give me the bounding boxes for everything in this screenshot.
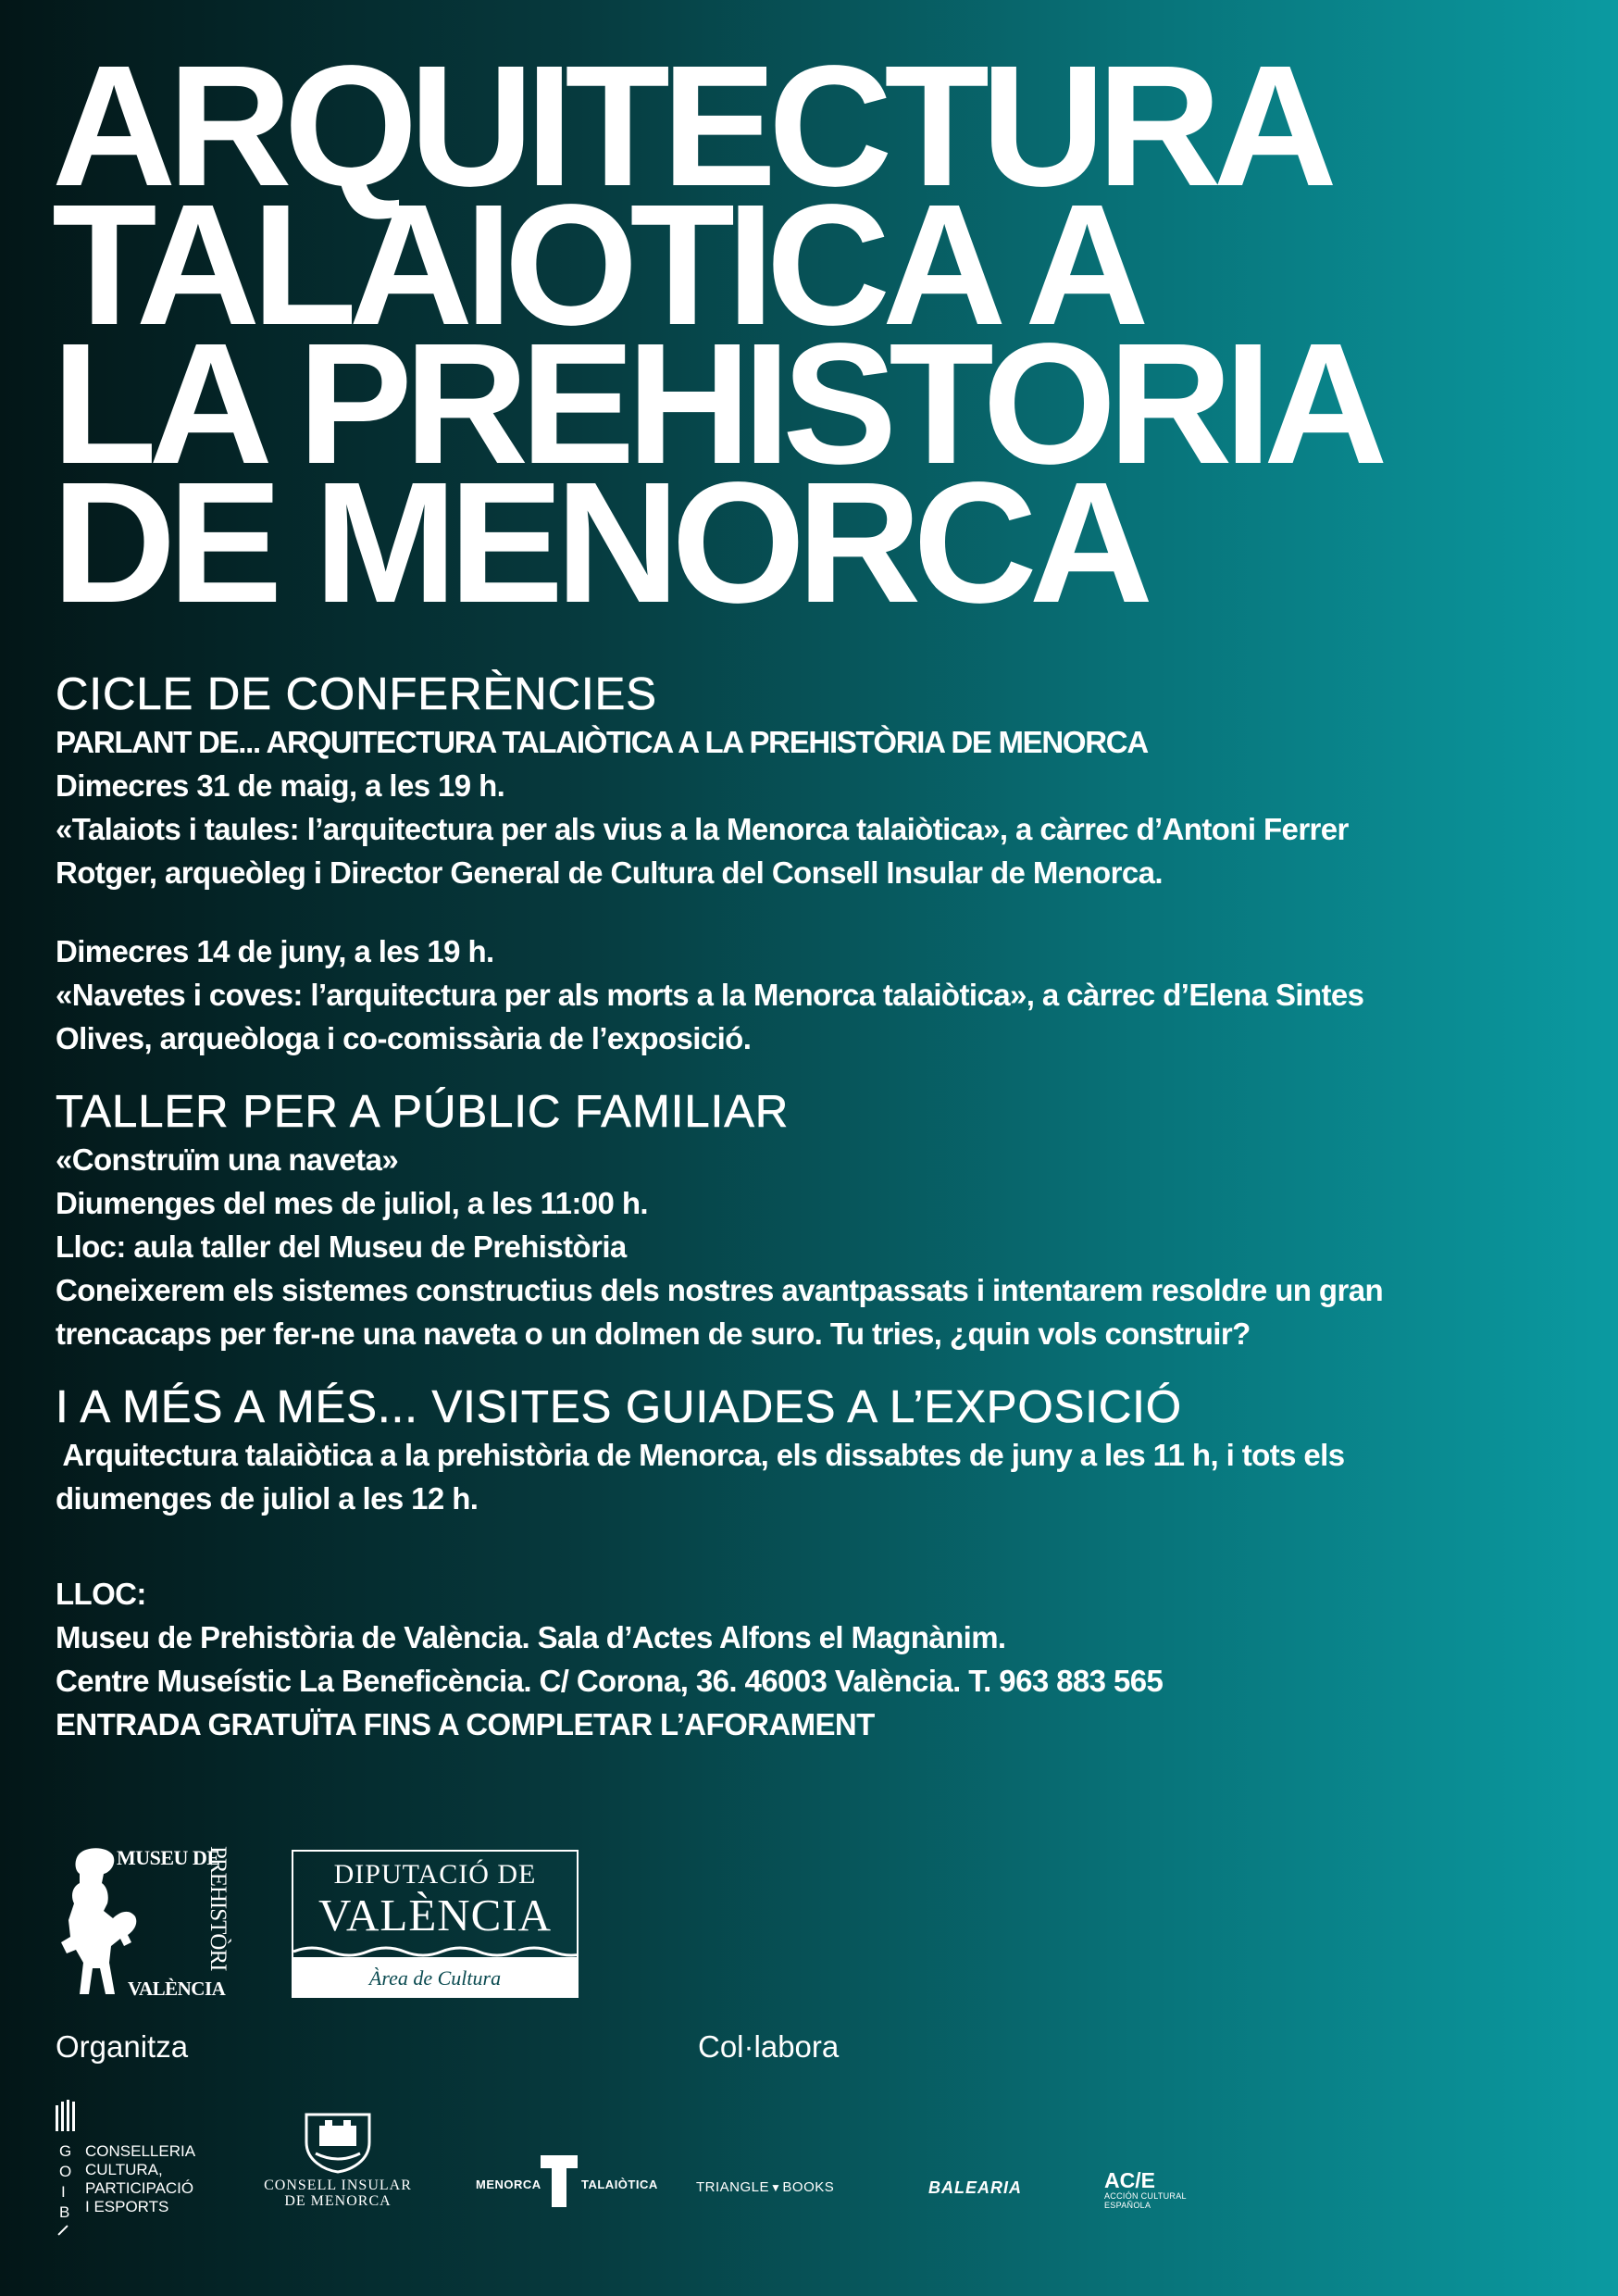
lloc-line-1: Museu de Prehistòria de València. Sala d’Actes Alfons el Magnànim.	[56, 1620, 1006, 1654]
taller-desc-2: trencacaps per fer-ne una naveta o un dolmen de suro. Tu tries, ¿quin vols construir?	[56, 1316, 1251, 1351]
taller-desc-1: Coneixerem els sistemes constructius dels nostres avantpassats i intentarem resoldre un gran	[56, 1273, 1384, 1307]
talk2-desc-1: «Navetes i coves: l’arquitectura per als morts a la Menorca talaiòtica», a càrrec d’Elena Sintes	[56, 978, 1364, 1012]
visites-desc-1: Arquitectura talaiòtica a la prehistòria de Menorca, els dissabtes de juny a les 11 h, i tots els	[56, 1438, 1345, 1472]
talk1-desc-1: «Talaiots i taules: l’arquitectura per als vius a la Menorca talaiòtica», a càrrec d’Antoni Ferrer	[56, 812, 1349, 846]
organitza-label: Organitza	[56, 2029, 189, 2064]
collabora-label: Col·labora	[698, 2029, 840, 2064]
goib-slash	[57, 2225, 68, 2235]
poster-title	[52, 31, 1380, 639]
taller-name: «Construïm una naveta»	[56, 1142, 399, 1177]
triangle-right: BOOKS	[782, 2179, 835, 2195]
goib-letter-b: B	[59, 2203, 70, 2221]
consell-insular-logo	[255, 2109, 421, 2211]
lloc-label: LLOC:	[56, 1577, 146, 1611]
goib-conselleria-logo	[54, 2100, 211, 2239]
goib-letter-g: G	[59, 2142, 72, 2160]
talk2-date: Dimecres 14 de juny, a les 19 h.	[56, 934, 494, 968]
talk1-date: Dimecres 31 de maig, a les 19 h.	[56, 768, 505, 803]
triangle-left: TRIANGLE	[696, 2179, 770, 2195]
title-line-3: LA PREHISTORIA	[52, 308, 1380, 500]
diputacio-line-2: VALÈNCIA	[317, 1890, 553, 1940]
goib-letter-o: O	[59, 2163, 72, 2180]
museu-prehistoria-logo	[56, 1844, 236, 2002]
goib-line-4: I ESPORTS	[85, 2198, 169, 2215]
menorca-right: TALAIÒTICA	[581, 2177, 658, 2191]
talk1-desc-2: Rotger, arqueòleg i Director General de Cultura del Consell Insular de Menorca.	[56, 855, 1163, 890]
taller-date: Diumenges del mes de juliol, a les 11:00 h.	[56, 1186, 648, 1220]
taller-heading: TALLER PER A PÚBLIC FAMILIAR	[56, 1087, 790, 1137]
talk2-desc-2: Olives, arqueòloga i co-comissària de l’exposició.	[56, 1021, 752, 1055]
goib-line-2: CULTURA,	[85, 2161, 163, 2178]
goib-bars-icon	[56, 2100, 76, 2131]
ace-logo	[1104, 2169, 1215, 2225]
program-content	[56, 668, 1574, 1746]
triangle-books-logo	[696, 2179, 853, 2200]
taller-place: Lloc: aula taller del Museu de Prehistòria	[56, 1229, 627, 1264]
ace-line-3: ESPAÑOLA	[1104, 2201, 1151, 2210]
title-line-1: ARQUITECTURA	[52, 31, 1329, 222]
visites-heading: I A MÉS A MÉS... VISITES GUIADES A L’EXPOSICIÓ	[56, 1382, 1182, 1432]
goib-line-1: CONSELLERIA	[85, 2142, 196, 2160]
diputacio-area: Àrea de Cultura	[368, 1966, 502, 1990]
museu-line-3: VALÈNCIA	[128, 1978, 226, 2000]
goib-line-3: PARTICIPACIÓ	[85, 2179, 194, 2197]
ace-line-1: AC/E	[1104, 2168, 1155, 2192]
visites-desc-2: diumenges de juliol a les 12 h.	[56, 1481, 479, 1516]
museu-line-1: MUSEU DE	[117, 1846, 220, 1869]
balearia-logo: BALEARIA	[928, 2178, 1022, 2197]
menorca-talaiotica-logo	[476, 2155, 658, 2211]
ace-line-2: ACCIÓN CULTURAL	[1104, 2191, 1187, 2201]
title-line-2: TALAIOTICA A	[52, 169, 1141, 361]
diputacio-valencia-logo	[292, 1850, 579, 1998]
consell-line-1: CONSELL INSULAR	[264, 2177, 412, 2193]
title-line-4: DE MENORCA	[52, 447, 1146, 639]
lloc-line-2: Centre Museístic La Beneficència. C/ Corona, 36. 46003 València. T. 963 883 565	[56, 1664, 1164, 1698]
museu-vertical: PREHISTÒRI	[205, 1846, 230, 1971]
diputacio-line-1: DIPUTACIÓ DE	[333, 1859, 537, 1890]
lloc-line-3: ENTRADA GRATUÏTA FINS A COMPLETAR L’AFORAMENT	[56, 1707, 875, 1741]
menorca-left: MENORCA	[476, 2177, 541, 2191]
cicle-heading: CICLE DE CONFERÈNCIES	[56, 669, 657, 719]
consell-shield-icon	[303, 2109, 373, 2174]
consell-line-2: DE MENORCA	[284, 2193, 392, 2209]
cicle-subheading: PARLANT DE... ARQUITECTURA TALAIÒTICA A LA PREHISTÒRIA DE MENORCA	[56, 725, 1148, 759]
goib-letter-i: I	[61, 2183, 66, 2201]
triangle-down-icon: ▼	[770, 2181, 782, 2194]
taula-icon	[541, 2155, 578, 2207]
